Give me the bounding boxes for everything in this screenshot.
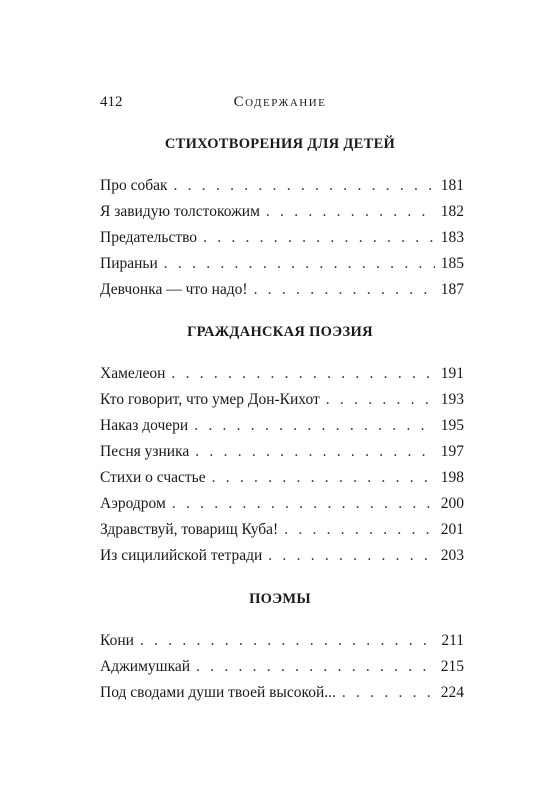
toc-entry-page: 203	[440, 547, 464, 564]
toc-entry-title: Аэродром	[100, 495, 166, 512]
toc-entry-page: 224	[440, 684, 464, 701]
toc-entry-title: Кони	[100, 632, 134, 649]
toc-entry-title: Из сицилийской тетради	[100, 547, 263, 564]
toc-entry-page: 211	[441, 632, 464, 649]
dot-leader	[164, 251, 435, 277]
toc-entry-title: Про собак	[100, 177, 168, 194]
dot-leader	[171, 361, 434, 387]
dot-leader	[203, 225, 435, 251]
toc-entry-title: Я завидую толстокожим	[100, 203, 260, 220]
toc-entry	[100, 491, 464, 517]
toc-entry	[100, 543, 464, 569]
toc-entry-title: Наказ дочери	[100, 417, 189, 434]
toc-entry-page: 191	[440, 365, 464, 382]
toc-entry	[100, 173, 464, 199]
toc-entry-title: Песня узника	[100, 443, 190, 460]
toc-entry-title: Кто говорит, что умер Дон-Кихот	[100, 391, 320, 408]
toc-entry-title: Пираньи	[100, 255, 158, 272]
toc-list	[100, 628, 464, 706]
toc-entry-page: 187	[440, 281, 464, 298]
page-number: 412	[100, 94, 123, 110]
toc-entry-title: Стихи о счастье	[100, 469, 206, 486]
toc-list	[100, 173, 464, 303]
toc-entry	[100, 654, 464, 680]
toc-entry-page: 181	[440, 177, 464, 194]
dot-leader	[174, 173, 435, 199]
toc-entry-title: Предательство	[100, 229, 198, 246]
toc-entry-title: Хамелеон	[100, 365, 166, 382]
toc-entry-title: Под сводами души твоей высокой...	[100, 684, 336, 701]
section-title: ГРАЖДАНСКАЯ ПОЭЗИЯ	[187, 324, 373, 340]
dot-leader	[140, 628, 435, 654]
dot-leader	[266, 199, 435, 225]
toc-entry-page: 215	[440, 658, 464, 675]
dot-leader	[194, 413, 435, 439]
section-title: СТИХОТВОРЕНИЯ ДЛЯ ДЕТЕЙ	[164, 136, 396, 152]
toc-entry	[100, 680, 464, 706]
toc-entry	[100, 413, 464, 439]
toc-entry	[100, 517, 464, 543]
toc-entry-page: 195	[440, 417, 464, 434]
toc-entry-title: Аджимушкай	[100, 658, 191, 675]
dot-leader	[326, 387, 435, 413]
toc-entry	[100, 628, 464, 654]
dot-leader	[284, 517, 435, 543]
dot-leader	[254, 277, 435, 303]
dot-leader	[268, 543, 434, 569]
page-header	[100, 91, 460, 113]
toc-entry	[100, 225, 464, 251]
toc-entry	[100, 439, 464, 465]
dot-leader	[172, 491, 435, 517]
toc-section-long-poems	[100, 588, 464, 706]
section-title: ПОЭМЫ	[249, 591, 311, 607]
toc-entry	[100, 251, 464, 277]
toc-entry	[100, 465, 464, 491]
toc-entry-page: 200	[440, 495, 464, 512]
toc-entry	[100, 277, 464, 303]
toc-entry-page: 183	[440, 229, 464, 246]
toc-entry-page: 182	[440, 203, 464, 220]
toc-entry-page: 185	[440, 255, 464, 272]
toc-entry	[100, 361, 464, 387]
toc-entry-title: Здравствуй, товарищ Куба!	[100, 521, 279, 538]
toc-entry-page: 198	[440, 469, 464, 486]
toc-entry-page: 197	[440, 443, 464, 460]
toc-entry-title: Девчонка — что надо!	[100, 281, 248, 298]
toc-entry	[100, 387, 464, 413]
toc-entry	[100, 199, 464, 225]
toc-entry-page: 193	[440, 391, 464, 408]
toc-section-civic-poetry	[100, 321, 464, 569]
toc-list	[100, 361, 464, 569]
running-title: Содержание	[233, 94, 327, 110]
dot-leader	[195, 439, 434, 465]
toc-entry-page: 201	[440, 521, 464, 538]
dot-leader	[196, 654, 435, 680]
dot-leader	[212, 465, 435, 491]
toc-section-children-poems	[100, 133, 464, 303]
dot-leader	[342, 680, 435, 706]
